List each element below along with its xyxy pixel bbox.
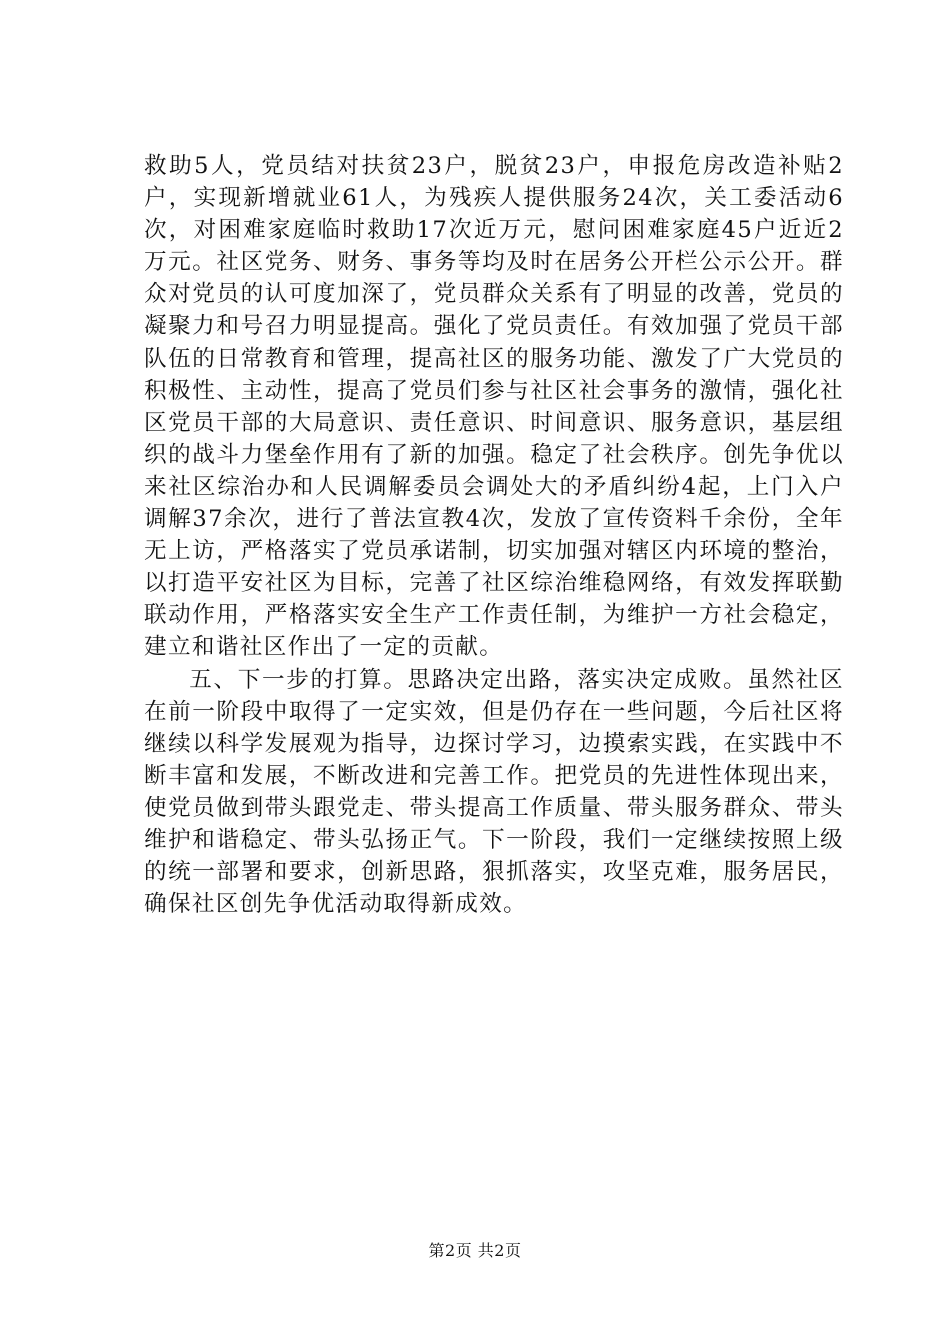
document-body [144,150,844,920]
page-footer: 第2页 共2页 [428,1241,522,1260]
paragraph-next-steps: 五、下一步的打算。思路决定出路，落实决定成败。虽然社区在前一阶段中取得了一定实效，但是仍存在一些问题，今后社区将继续以科学发展观为指导，边探讨学习，边摸索实践，在实践中不断丰富和发展，不断改进和完善工作。把党员的先进性体现出来，使党员做到带头跟党走、带头提高工作质量、带头服务群众、带头维护和谐稳定、带头弘扬正气。下一阶段，我们一定继续按照上级的统一部署和要求，创新思路，狠抓落实，攻坚克难，服务居民，确保社区创先争优活动取得新成效。 [144,666,844,918]
paragraph-continuation: 救助5人，党员结对扶贫23户，脱贫23户，申报危房改造补贴2户，实现新增就业61人，为残疾人提供服务24次，关工委活动6次，对困难家庭临时救助17次近万元，慰问困难家庭45户近近2万元。社区党务、财务、事务等均及时在居务公开栏公示公开。群众对党员的认可度加深了，党员群众关系有了明显的改善，党员的凝聚力和号召力明显提高。强化了党员责任。有效加强了党员干部队伍的日常教育和管理，提高社区的服务功能、激发了广大党员的积极性、主动性，提高了党员们参与社区社会事务的激情，强化社区党员干部的大局意识、责任意识、时间意识、服务意识，基层组织的战斗力堡垒作用有了新的加强。稳定了社会秩序。创先争优以来社区综治办和人民调解委员会调处大的矛盾纠纷4起，上门入户调解37余次，进行了普法宣教4次，发放了宣传资料千余份，全年无上访，严格落实了党员承诺制，切实加强对辖区内环境的整治，以打造平安社区为目标，完善了社区综治维稳网络，有效发挥联勤联动作用，严格落实安全生产工作责任制，为维护一方社会稳定，建立和谐社区作出了一定的贡献。 [144,153,844,661]
